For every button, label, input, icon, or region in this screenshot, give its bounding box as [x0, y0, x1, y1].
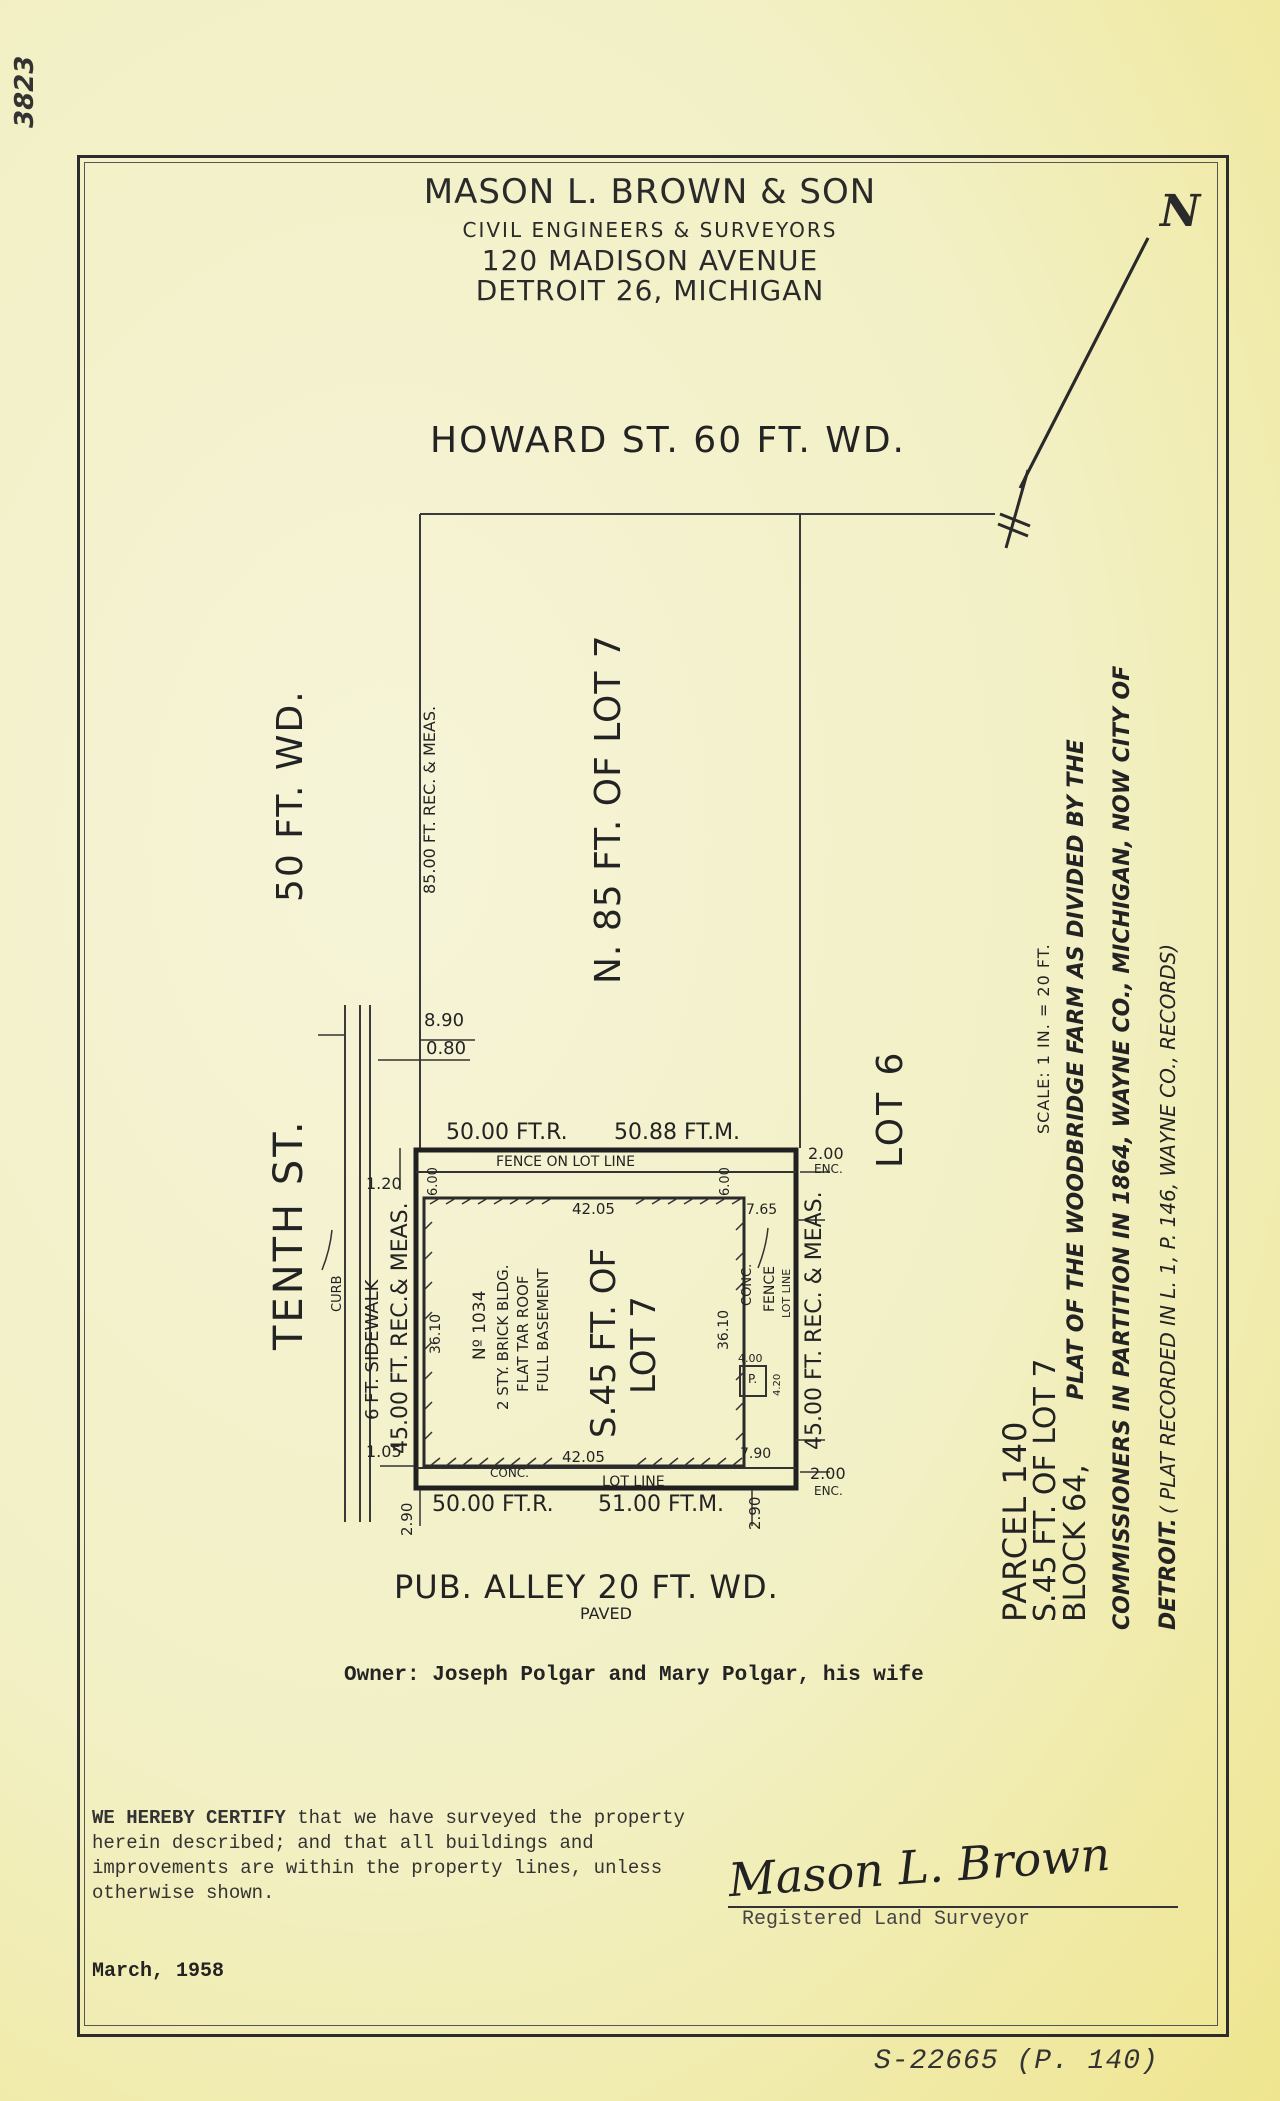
firm-subtitle: CIVIL ENGINEERS & SURVEYORS — [462, 218, 838, 242]
building-desc-1: 2 STY. BRICK BLDG. — [494, 1264, 512, 1410]
parcel-label: PARCEL 140 — [996, 1420, 1034, 1622]
lot6-label: LOT 6 — [870, 1049, 911, 1168]
plat-line-1: PLAT OF THE WOODBRIDGE FARM AS DIVIDED BY THE — [1064, 739, 1089, 1400]
dim-790: 7.90 — [740, 1446, 772, 1462]
cert-bold: WE HEREBY CERTIFY — [92, 1807, 286, 1829]
dim-765: 7.65 — [746, 1202, 778, 1218]
offset-080: 0.80 — [426, 1038, 467, 1059]
top-meas-dim: 50.88 FT.M. — [614, 1120, 741, 1145]
scale-label: SCALE: 1 IN. = 20 FT. — [1034, 943, 1053, 1134]
offset-120: 1.20 — [366, 1174, 402, 1193]
dim-420: 4.20 — [772, 1373, 783, 1396]
offset-200-bottom: 2.00 — [810, 1464, 846, 1483]
top-rec-dim: 50.00 FT.R. — [446, 1120, 568, 1145]
firm-address: 120 MADISON AVENUE — [481, 244, 819, 277]
left-dim: 45.00 FT. REC.& MEAS. — [388, 1202, 413, 1454]
plat-line-2: COMMISSIONERS IN PARTITION IN 1864, WAYNE CO., MICHIGAN, NOW CITY OF — [1110, 665, 1135, 1630]
north-dim-label: 85.00 FT. REC. & MEAS. — [420, 705, 439, 894]
right-dim: 45.00 FT. REC. & MEAS. — [802, 1191, 827, 1450]
offset-105: 1.05 — [366, 1442, 402, 1461]
howard-street-label: HOWARD ST. 60 FT. WD. — [430, 420, 906, 461]
tenth-street-label: TENTH ST. — [266, 1118, 312, 1350]
offset-200-top: 2.00 — [808, 1144, 844, 1163]
building-depth-right: 36.10 — [716, 1309, 732, 1350]
curb-label: CURB — [330, 1275, 345, 1312]
fence-right: FENCE — [762, 1266, 778, 1312]
dim-400: 4.00 — [738, 1352, 763, 1365]
building-depth-left: 36.10 — [428, 1313, 444, 1354]
north-arrow-icon — [998, 238, 1148, 548]
bottom-meas-dim: 51.00 FT.M. — [598, 1492, 725, 1517]
bottom-rec-dim: 50.00 FT.R. — [432, 1492, 554, 1517]
parcel-block-label: BLOCK 64, — [1058, 1464, 1093, 1622]
tenth-street-width: 50 FT. WD. — [270, 689, 311, 902]
building-desc-3: FULL BASEMENT — [534, 1268, 552, 1392]
offset-290-right: 2.90 — [746, 1496, 764, 1530]
dim-600-left: 6.00 — [426, 1167, 441, 1196]
building-desc-2: FLAT TAR ROOF — [514, 1275, 532, 1392]
file-number: S-22665 (P. 140) — [874, 2046, 1159, 2077]
south-part-label-1: S.45 FT. OF — [584, 1247, 624, 1438]
surveyor-signature: Mason L. Brown — [726, 1826, 1112, 1908]
bldg-p-label: P. — [748, 1372, 758, 1386]
lot-line-right: LOT LINE — [780, 1268, 793, 1318]
firm-name: MASON L. BROWN & SON — [423, 172, 877, 212]
offset-290-left: 2.90 — [398, 1502, 416, 1536]
enc-bottom: ENC. — [814, 1484, 843, 1498]
dim-600-right: 6.00 — [718, 1167, 733, 1196]
lot-line-bottom: LOT LINE — [602, 1474, 665, 1490]
conc-bottom: CONC. — [490, 1466, 529, 1480]
enc-top: ENC. — [814, 1162, 843, 1176]
building-top-width: 42.05 — [572, 1200, 615, 1218]
parcel-lot-label: S.45 FT. OF LOT 7 — [1028, 1358, 1063, 1622]
plat-line-3: DETROIT. — [1156, 1518, 1181, 1630]
north-part-label: N. 85 FT. OF LOT 7 — [588, 634, 629, 984]
signature-label: Registered Land Surveyor — [742, 1908, 1031, 1931]
south-part-label-2: LOT 7 — [624, 1296, 664, 1394]
plat-line-3b: ( PLAT RECORDED IN L. 1, P. 146, WAYNE CO., RECORDS) — [1156, 943, 1180, 1514]
alley-paved-note: PAVED — [580, 1604, 632, 1623]
cert-rest: that we have surveyed the property herein described; and that all buildings and improvements are within the property lines, unless otherwise shown. — [92, 1807, 685, 1904]
building-bottom-width: 42.05 — [562, 1448, 605, 1466]
certification-text — [92, 1806, 692, 1906]
building-number: Nº 1034 — [470, 1290, 490, 1360]
corner-number: 3823 — [10, 55, 40, 128]
north-label: N — [1160, 186, 1201, 237]
offset-890: 8.90 — [424, 1010, 465, 1031]
fence-top-label: FENCE ON LOT LINE — [496, 1154, 635, 1170]
conc-right: CONC. — [740, 1263, 755, 1306]
sidewalk-label: 6 FT. SIDEWALK — [362, 1279, 383, 1420]
alley-label: PUB. ALLEY 20 FT. WD. — [394, 1568, 779, 1606]
firm-city: DETROIT 26, MICHIGAN — [475, 274, 825, 307]
owner-line: Owner: Joseph Polgar and Mary Polgar, his wife — [344, 1664, 924, 1687]
certification-date: March, 1958 — [92, 1960, 225, 1983]
